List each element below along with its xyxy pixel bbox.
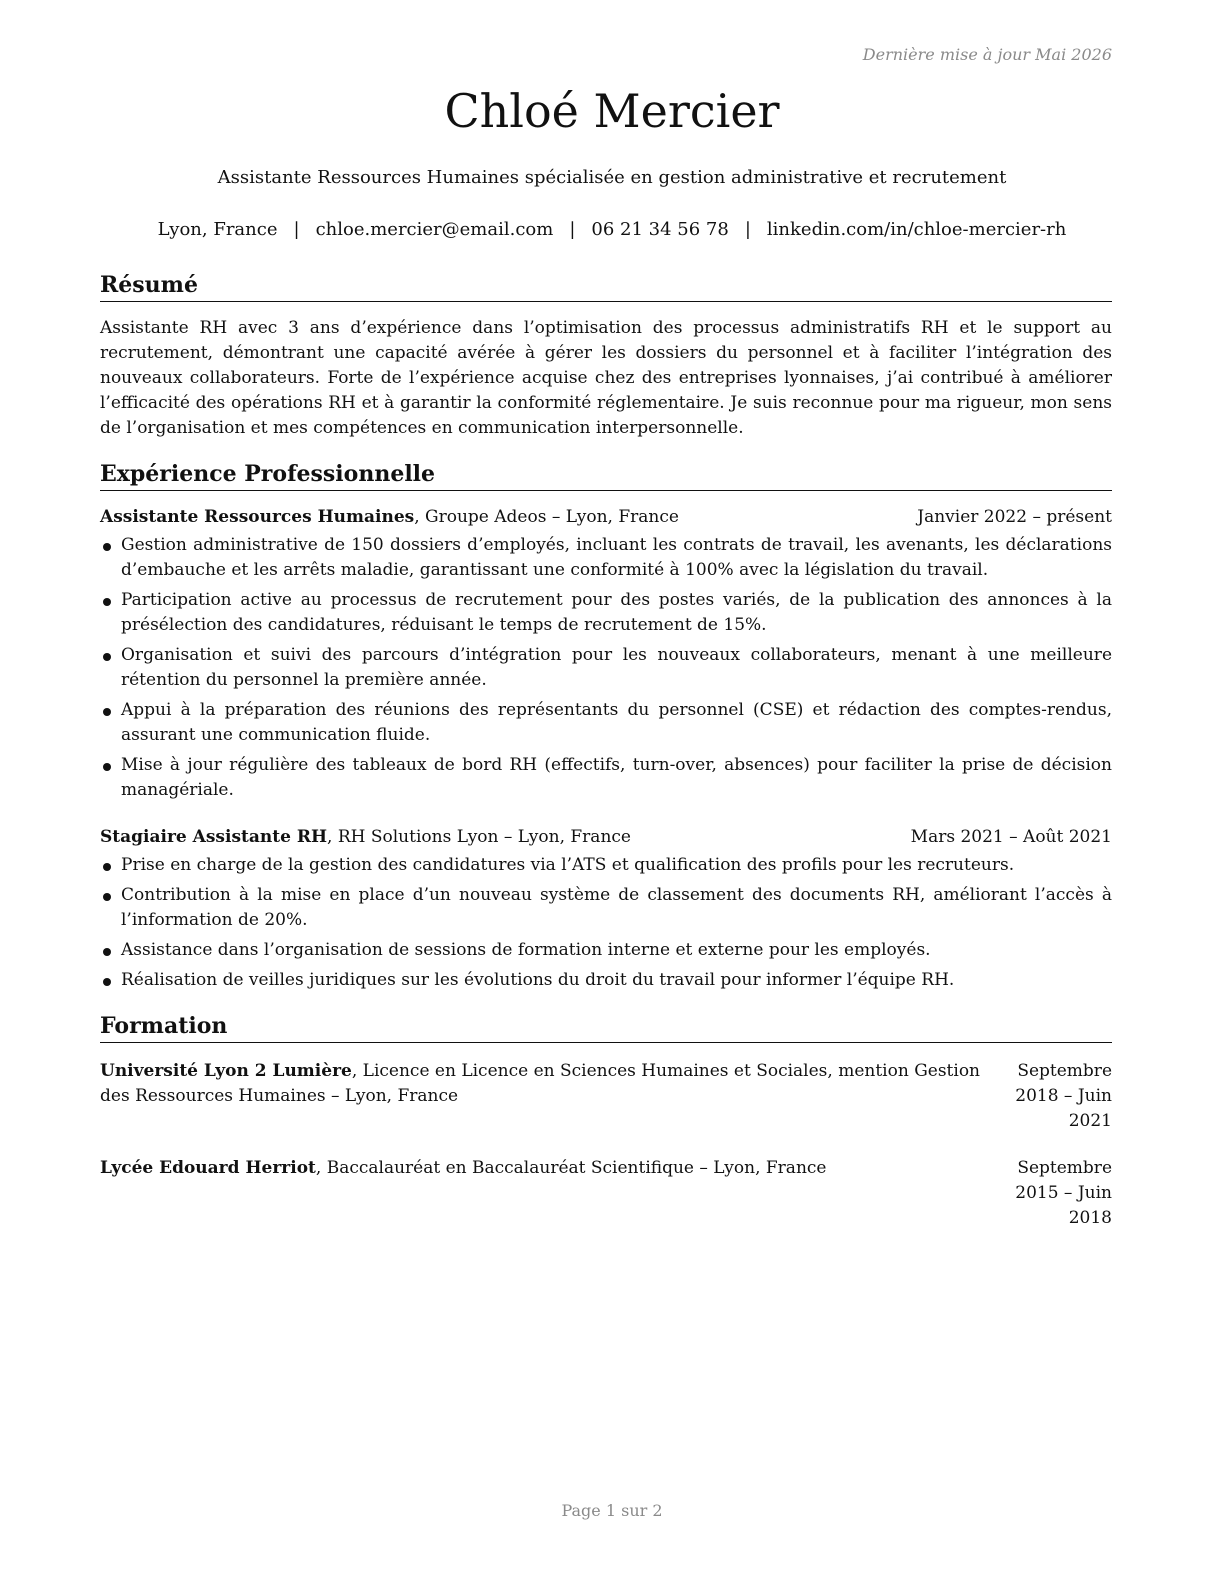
bullet-item bbox=[100, 533, 1112, 583]
bullet-icon bbox=[103, 978, 111, 986]
contact-separator: | bbox=[569, 219, 576, 240]
bullet-item bbox=[100, 588, 1112, 638]
contact-linkedin[interactable]: linkedin.com/in/chloe-mercier-rh bbox=[766, 219, 1067, 240]
contact-separator: | bbox=[293, 219, 300, 240]
bullet-text: Contribution à la mise en place d’un nouveau système de classement des documents RH, améliorant l’accès à l’information de 20%. bbox=[121, 885, 1112, 930]
job-company: , Groupe Adeos – Lyon, France bbox=[414, 507, 679, 527]
page-number: Page 1 sur 2 bbox=[561, 1501, 663, 1520]
bullet-icon bbox=[103, 763, 111, 771]
contact-email[interactable]: chloe.mercier@email.com bbox=[315, 219, 554, 240]
job-dates: Mars 2021 – Août 2021 bbox=[910, 827, 1112, 847]
bullet-item bbox=[100, 643, 1112, 693]
education-school: Université Lyon 2 Lumière bbox=[100, 1061, 352, 1081]
job-dates: Janvier 2022 – présent bbox=[917, 507, 1112, 527]
bullet-text: Prise en charge de la gestion des candidatures via l’ATS et qualification des profils pour les recruteurs. bbox=[121, 855, 1015, 875]
candidate-name: Chloé Mercier bbox=[444, 84, 780, 138]
section-title-education: Formation bbox=[100, 1011, 1112, 1043]
bullet-text: Mise à jour régulière des tableaux de bord RH (effectifs, turn-over, absences) pour faciliter la prise de décision managériale. bbox=[121, 755, 1112, 800]
bullet-text: Réalisation de veilles juridiques sur les évolutions du droit du travail pour informer l’équipe RH. bbox=[121, 970, 955, 990]
section-title-experience: Expérience Professionnelle bbox=[100, 459, 1112, 491]
bullet-icon bbox=[103, 708, 111, 716]
bullet-text: Assistance dans l’organisation de sessions de formation interne et externe pour les employés. bbox=[121, 940, 931, 960]
bullet-item bbox=[100, 938, 1112, 963]
bullet-text: Appui à la préparation des réunions des représentants du personnel (CSE) et rédaction des comptes-rendus, assurant une communication fluide. bbox=[121, 700, 1112, 745]
education-school: Lycée Edouard Herriot bbox=[100, 1158, 316, 1178]
section-title-summary: Résumé bbox=[100, 270, 1112, 302]
job-header bbox=[100, 505, 1112, 530]
contact-phone: 06 21 34 56 78 bbox=[591, 219, 729, 240]
headline: Assistante Ressources Humaines spécialisée en gestion administrative et recrutement bbox=[217, 167, 1007, 188]
bullet-text: Participation active au processus de recrutement pour des postes variés, de la publication des annonces à la présélection des candidatures, réduisant le temps de recrutement de 15%. bbox=[121, 590, 1112, 635]
contact-location: Lyon, France bbox=[157, 219, 278, 240]
bullet-icon bbox=[103, 948, 111, 956]
bullet-text: Organisation et suivi des parcours d’intégration pour les nouveaux collaborateurs, menant à une meilleure rétention du personnel la première année. bbox=[121, 645, 1112, 690]
bullet-item bbox=[100, 968, 1112, 993]
education-detail: , Baccalauréat en Baccalauréat Scientifique – Lyon, France bbox=[315, 1158, 827, 1178]
bullet-text: Gestion administrative de 150 dossiers d’employés, incluant les contrats de travail, les avenants, les déclarations d’embauche et les arrêts maladie, garantissant une conformité à 100% avec la législation du travail. bbox=[121, 535, 1112, 580]
bullet-icon bbox=[103, 893, 111, 901]
job-role: Assistante Ressources Humaines bbox=[100, 507, 415, 527]
bullet-icon bbox=[103, 653, 111, 661]
bullet-icon bbox=[103, 543, 111, 551]
bullet-item bbox=[100, 698, 1112, 748]
summary-text: Assistante RH avec 3 ans d’expérience dans l’optimisation des processus administratifs RH et le support au recrutement, démontrant une capacité avérée à gérer les dossiers du personnel et à faciliter l’intégration des nouveaux collaborateurs. Forte de l’expérience acquise chez des entreprises lyonnaises, j’ai contribué à améliorer l’efficacité des opérations RH et à garantir la conformité réglementaire. Je suis reconnue pour ma rigueur, mon sens de l’organisation et mes compétences en communication interpersonnelle. bbox=[100, 318, 1112, 438]
job-entry bbox=[100, 825, 1112, 993]
bullet-item bbox=[100, 853, 1112, 878]
education-detail: , Licence en Licence en Sciences Humaines et Sociales, mention Gestion des Ressources Humaines – Lyon, France bbox=[100, 1061, 981, 1106]
bullet-item bbox=[100, 753, 1112, 803]
contact-separator: | bbox=[744, 219, 751, 240]
resume-body bbox=[100, 270, 1112, 1231]
bullet-icon bbox=[103, 598, 111, 606]
bullet-icon bbox=[103, 863, 111, 871]
job-bullets bbox=[100, 533, 1112, 803]
bullet-item bbox=[100, 883, 1112, 933]
education-entry bbox=[100, 1059, 1112, 1134]
education-entry bbox=[100, 1156, 1112, 1231]
contact-line bbox=[0, 219, 1224, 240]
last-update: Dernière mise à jour Mai 2026 bbox=[862, 45, 1112, 64]
education-dates: Septembre 2015 – Juin 2018 bbox=[1015, 1158, 1112, 1228]
job-bullets bbox=[100, 853, 1112, 993]
job-header bbox=[100, 825, 1112, 850]
job-company: , RH Solutions Lyon – Lyon, France bbox=[327, 827, 631, 847]
job-role: Stagiaire Assistante RH bbox=[100, 827, 328, 847]
education-dates: Septembre 2018 – Juin 2021 bbox=[1015, 1061, 1112, 1131]
job-entry bbox=[100, 505, 1112, 803]
